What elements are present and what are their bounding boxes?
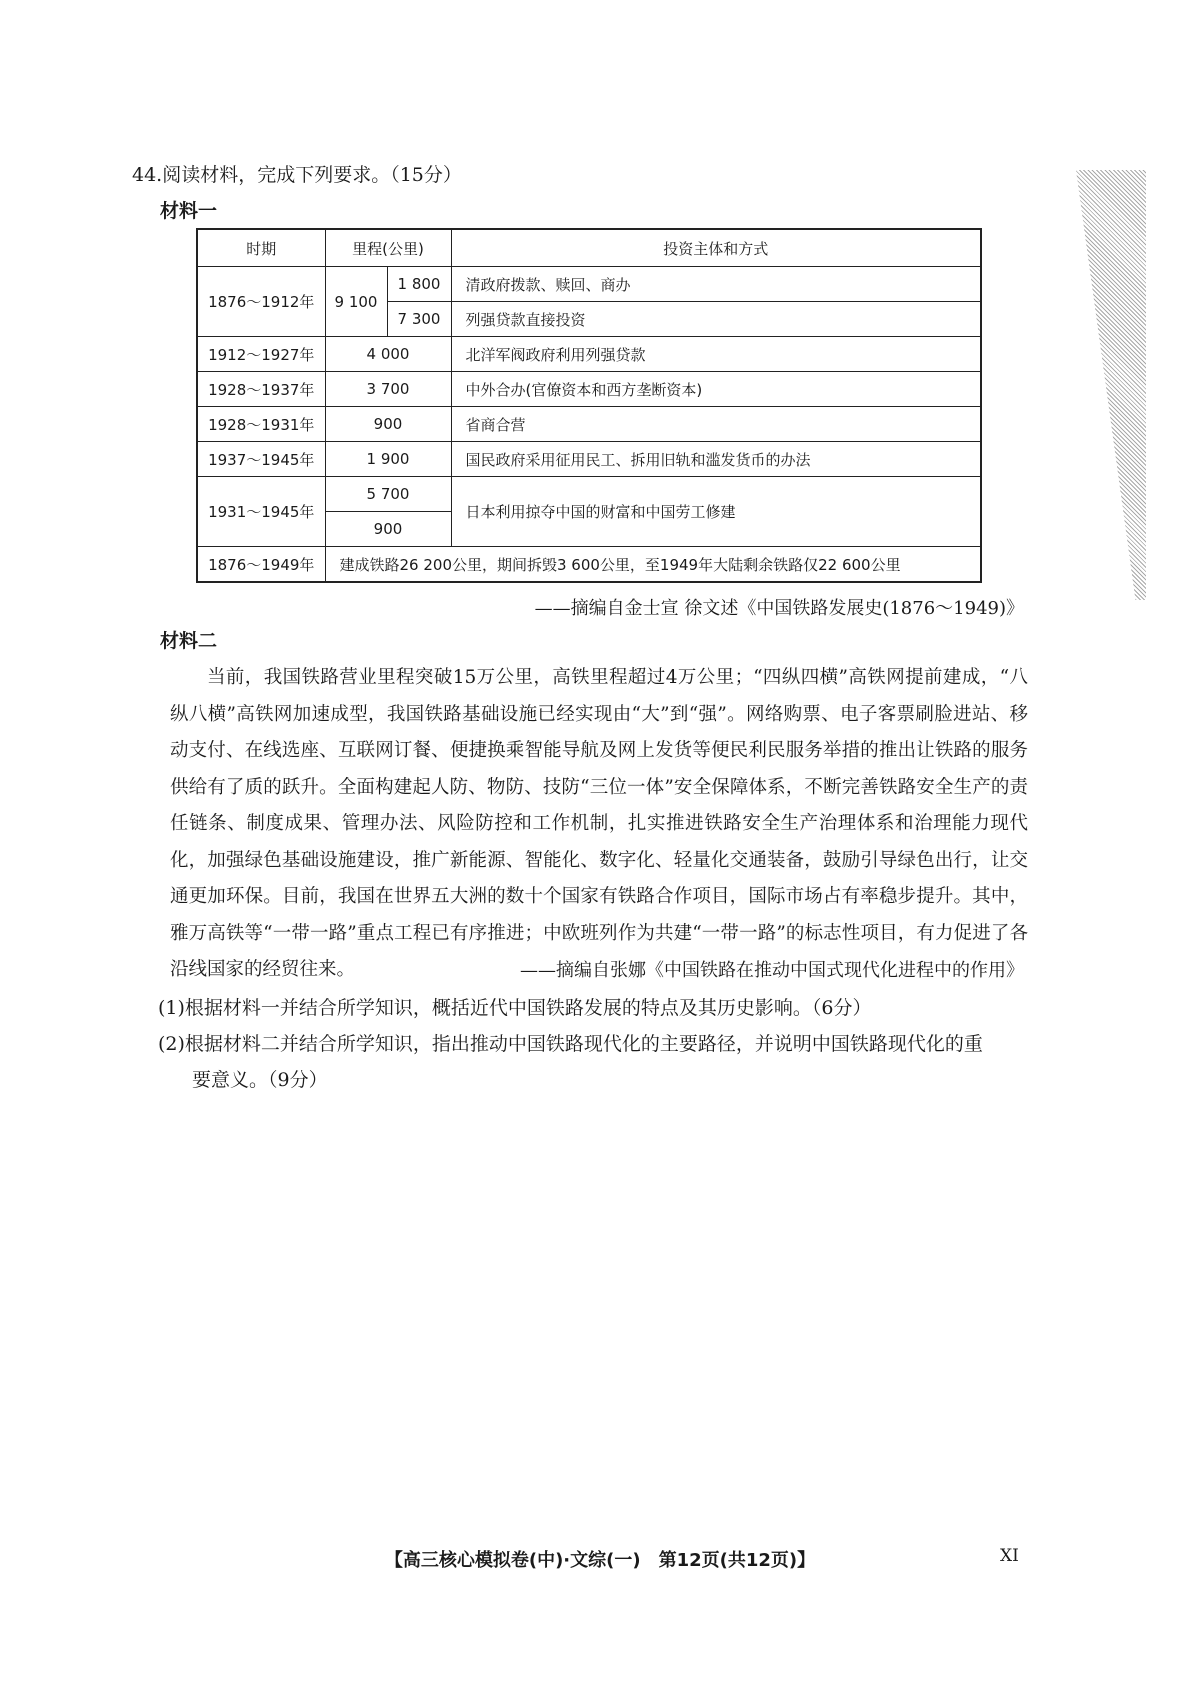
table-row (197, 267, 981, 302)
material-2-text: 当前，我国铁路营业里程突破15万公里，高铁里程超过4万公里；“四纵四横”高铁网提前建成，“八纵八横”高铁网加速成型，我国铁路基础设施已经实现由“大”到“强”。网络购票、电子客票刷脸进站、移动支付、在线选座、互联网订餐、便捷换乘智能导航及网上发货等便民利民服务举措的推出让铁路的服务供给有了质的跃升。全面构建起人防、物防、技防“三位一体”安全保障体系，不断完善铁路安全生产的责任链条、制度成果、管理办法、风险防控和工作机制，扎实推进铁路安全生产治理体系和治理能力现代化，加强绿色基础设施建设，推广新能源、智能化、数字化、轻量化交通装备，鼓励引导绿色出行，让交通更加环保。目前，我国在世界五大洲的数十个国家有铁路合作项目，国际市场占有率稳步提升。其中，雅万高铁等“一带一路”重点工程已有序推进；中欧班列作为共建“一带一路”的标志性项目，有力促进了各沿线国家的经贸往来。 (170, 667, 1028, 980)
period-cell: 1931～1945年 (197, 477, 325, 547)
investment-cell: 中外合办(官僚资本和西方垄断资本) (451, 372, 981, 407)
page-footer: 【高三核心模拟卷(中)·文综(一) 第12页(共12页)】 (384, 1550, 816, 1571)
mileage-cell: 1 800 (387, 267, 451, 302)
header-period: 时期 (197, 229, 325, 267)
period-cell: 1876～1912年 (197, 267, 325, 337)
table-row (197, 407, 981, 442)
sub-question-2-line-2: 要意义。（9分） (192, 1069, 328, 1091)
investment-cell: 日本利用掠夺中国的财富和中国劳工修建 (451, 477, 981, 547)
mileage-cell: 5 700 (325, 477, 451, 512)
material-1-label: 材料一 (160, 200, 218, 222)
material-2-source: ——摘编自张娜《中国铁路在推动中国式现代化进程中的作用》 (520, 960, 1024, 981)
investment-cell: 北洋军阀政府利用列强贷款 (451, 337, 981, 372)
period-cell: 1928～1937年 (197, 372, 325, 407)
mileage-cell: 900 (325, 407, 451, 442)
summary-cell: 建成铁路26 200公里，期间拆毁3 600公里，至1949年大陆剩余铁路仅22 600公里 (325, 547, 981, 583)
mileage-cell: 7 300 (387, 302, 451, 337)
mileage-cell: 1 900 (325, 442, 451, 477)
footer-corner-mark: XI (1000, 1546, 1019, 1566)
table-row (197, 372, 981, 407)
sub-question-2-line-1: (2)根据材料二并结合所学知识，指出推动中国铁路现代化的主要路径，并说明中国铁路现代化的重 (158, 1033, 983, 1055)
railway-table (196, 228, 982, 583)
material-2-label: 材料二 (160, 630, 218, 652)
mileage-cell: 900 (325, 512, 451, 547)
sub-question-2 (158, 1026, 1028, 1098)
table-header-row (197, 229, 981, 267)
material-1-source: ——摘编自金士宣 徐文述《中国铁路发展史(1876～1949)》 (534, 598, 1024, 619)
period-cell: 1876～1949年 (197, 547, 325, 583)
investment-cell: 清政府拨款、赎回、商办 (451, 267, 981, 302)
table-row (197, 442, 981, 477)
table-row (197, 477, 981, 512)
binding-edge-shading (1076, 170, 1146, 600)
period-cell: 1912～1927年 (197, 337, 325, 372)
header-mileage: 里程(公里) (325, 229, 451, 267)
mileage-cell: 4 000 (325, 337, 451, 372)
table-row (197, 337, 981, 372)
period-cell: 1937～1945年 (197, 442, 325, 477)
header-investment: 投资主体和方式 (451, 229, 981, 267)
investment-cell: 列强贷款直接投资 (451, 302, 981, 337)
investment-cell: 省商合营 (451, 407, 981, 442)
sub-question-1: (1)根据材料一并结合所学知识，概括近代中国铁路发展的特点及其历史影响。（6分） (158, 997, 872, 1019)
table-row (197, 547, 981, 583)
mileage-total-cell: 9 100 (325, 267, 387, 337)
investment-cell: 国民政府采用征用民工、拆用旧轨和滥发货币的办法 (451, 442, 981, 477)
mileage-cell: 3 700 (325, 372, 451, 407)
period-cell: 1928～1931年 (197, 407, 325, 442)
question-title: 44.阅读材料，完成下列要求。（15分） (132, 164, 462, 186)
